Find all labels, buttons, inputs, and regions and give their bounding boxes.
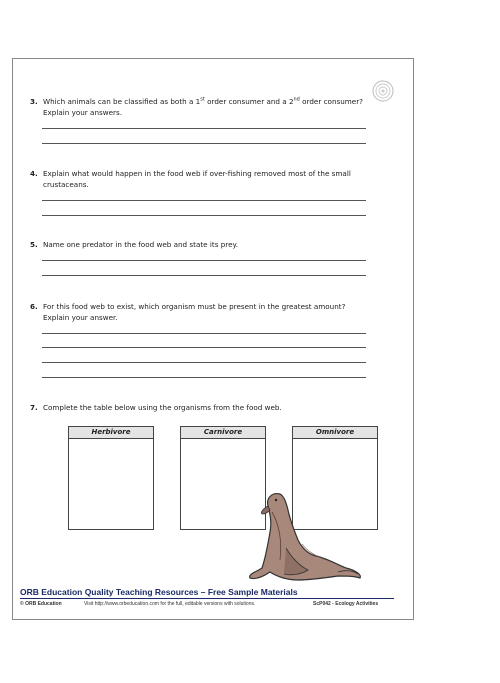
orb-logo-icon xyxy=(372,80,394,102)
footer-visit-text: Visit http://www.orbeducation.com for the full, editable versions with solutions. xyxy=(84,601,256,607)
answer-line[interactable] xyxy=(42,215,366,216)
question-number: 3. xyxy=(30,97,38,106)
answer-line[interactable] xyxy=(42,377,366,378)
omnivore-header: Omnivore xyxy=(293,427,377,439)
question-text: Which animals can be classified as both a 1st order consumer and a 2nd order consumer? Explain your answers. xyxy=(43,96,363,117)
question-text: Explain what would happen in the food web if over-fishing removed most of the small crustaceans. xyxy=(43,169,351,189)
answer-line[interactable] xyxy=(42,143,366,144)
question-number: 7. xyxy=(30,403,38,412)
question-text: Complete the table below using the organisms from the food web. xyxy=(43,403,282,412)
answer-line[interactable] xyxy=(42,128,366,129)
footer-divider xyxy=(20,598,394,599)
answer-line[interactable] xyxy=(42,200,366,201)
question-number: 6. xyxy=(30,302,38,311)
herbivore-box[interactable] xyxy=(68,426,154,530)
answer-line[interactable] xyxy=(42,347,366,348)
question-text: Name one predator in the food web and state its prey. xyxy=(43,240,239,249)
carnivore-header: Carnivore xyxy=(181,427,265,439)
answer-line[interactable] xyxy=(42,275,366,276)
question-number: 5. xyxy=(30,240,38,249)
sea-lion-illustration xyxy=(242,486,364,584)
answer-line[interactable] xyxy=(42,260,366,261)
footer-copyright: © ORB Education xyxy=(20,601,62,607)
question-number: 4. xyxy=(30,169,38,178)
footer-code: ScP042 - Ecology Activities xyxy=(313,601,379,607)
answer-line[interactable] xyxy=(42,362,366,363)
answer-line[interactable] xyxy=(42,333,366,334)
footer-title: ORB Education Quality Teaching Resources – Free Sample Materials xyxy=(20,587,298,597)
question-text: For this food web to exist, which organism must be present in the greatest amount? Explain your answer. xyxy=(43,302,346,322)
herbivore-header: Herbivore xyxy=(69,427,153,439)
